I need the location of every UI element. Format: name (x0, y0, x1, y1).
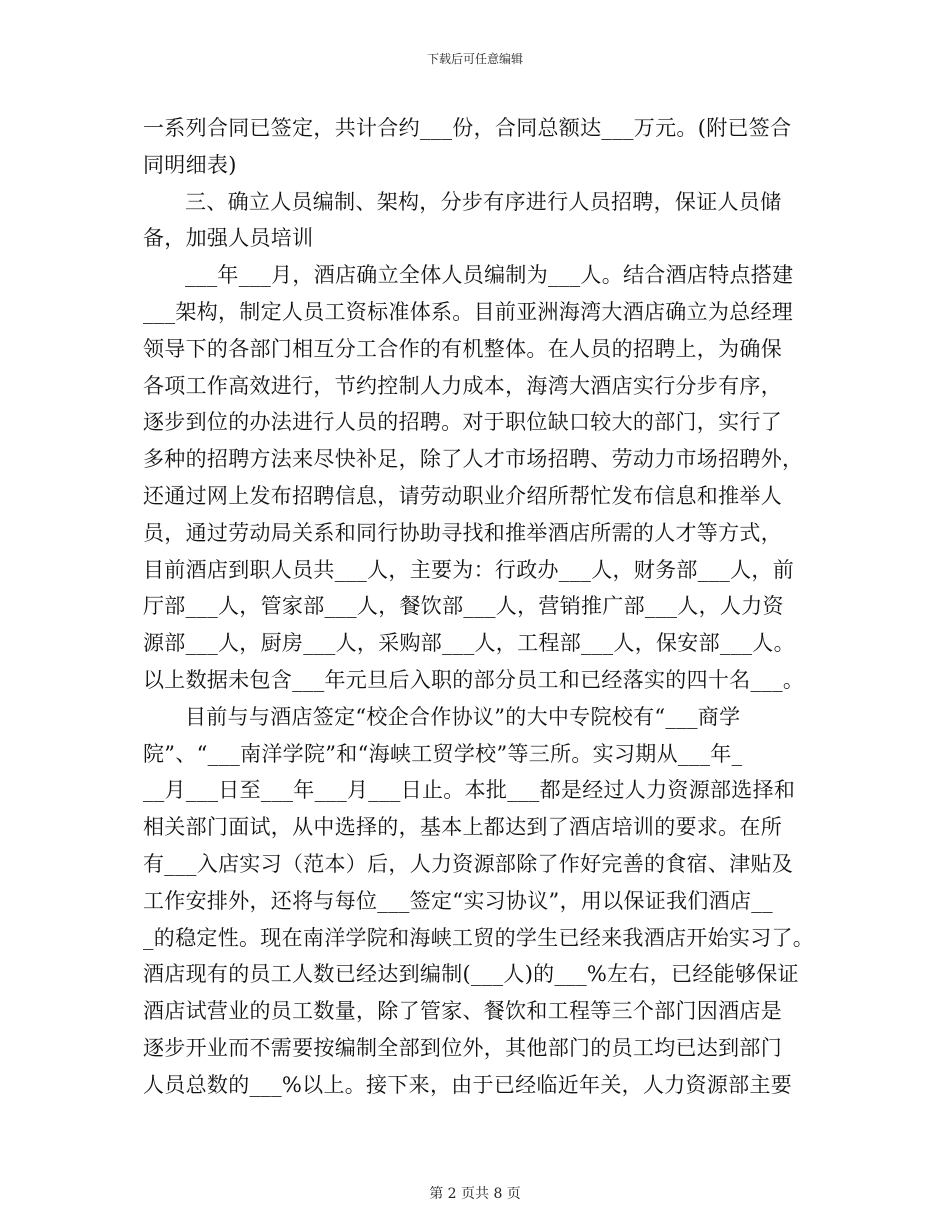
text-line: _的稳定性。现在南洋学院和海峡工贸的学生已经来我酒店开始实习了。 (143, 925, 815, 950)
text-line: 三、确立人员编制、架构，分步有序进行人员招聘，保证人员储 (185, 189, 782, 214)
text-line: 源部___人，厨房___人，采购部___人，工程部___人，保安部___人。 (143, 631, 795, 656)
text-line: __月___日至___年___月___日止。本批___都是经过人力资源部选择和 (143, 778, 796, 803)
text-line: 有___入店实习（范本）后，人力资源部除了作好完善的食宿、津贴及 (143, 851, 794, 876)
text-line: ___年___月，酒店确立全体人员编制为___人。结合酒店特点搭建 (185, 263, 794, 288)
text-line: 酒店试营业的员工数量，除了管家、餐饮和工程等三个部门因酒店是 (143, 999, 782, 1024)
text-line: 各项工作高效进行，节约控制人力成本，海湾大酒店实行分步有序， (143, 373, 782, 398)
text-line: 相关部门面试，从中选择的，基本上都达到了酒店培训的要求。在所 (143, 815, 782, 840)
text-line: 同明细表) (143, 152, 237, 177)
text-line: 院”、“___南洋学院”和“海峡工贸学校”等三所。实习期从___年_ (143, 741, 743, 766)
text-line: 目前与与酒店签定“校企合作协议”的大中专院校有“___商学 (185, 704, 741, 729)
text-line: 以上数据未包含___年元旦后入职的部分员工和已经落实的四十名___。 (143, 667, 805, 692)
text-line: 逐步到位的办法进行人员的招聘。对于职位缺口较大的部门，实行了 (143, 410, 782, 435)
text-line: 厅部___人，管家部___人，餐饮部___人，营销推广部___人，人力资 (143, 594, 784, 619)
text-line: 目前酒店到职人员共___人，主要为：行政办___人，财务部___人，前 (143, 557, 794, 582)
page-footer: 第 2 页共 8 页 (429, 1186, 521, 1202)
text-line: 逐步开业而不需要按编制全部到位外，其他部门的员工均已达到部门 (143, 1035, 782, 1060)
text-line: ___架构，制定人员工资标准体系。目前亚洲海湾大酒店确立为总经理 (143, 299, 794, 324)
text-line: 工作安排外，还将与每位___签定“实习协议”，用以保证我们酒店__ (143, 888, 773, 913)
text-line: 领导下的各部门相互分工合作的有机整体。在人员的招聘上，为确保 (143, 336, 782, 361)
text-line: 备，加强人员培训 (143, 226, 314, 251)
text-line: 还通过网上发布招聘信息，请劳动职业介绍所帮忙发布信息和推举人 (143, 483, 782, 508)
text-line: 人员总数的___%以上。接下来，由于已经临近年关，人力资源部主要 (143, 1072, 793, 1097)
text-line: 员，通过劳动局关系和同行协助寻找和推举酒店所需的人才等方式， (143, 520, 782, 545)
text-line: 一系列合同已签定，共计合约___份，合同总额达___万元。(附已签合 (143, 116, 792, 140)
document-body (143, 110, 813, 1104)
page-header: 下载后可任意编辑 (426, 52, 523, 66)
text-line: 酒店现有的员工人数已经达到编制(___人)的___%左右，已经能够保证 (143, 962, 799, 987)
text-line: 多种的招聘方法来尽快补足，除了人才市场招聘、劳动力市场招聘外， (143, 447, 804, 472)
